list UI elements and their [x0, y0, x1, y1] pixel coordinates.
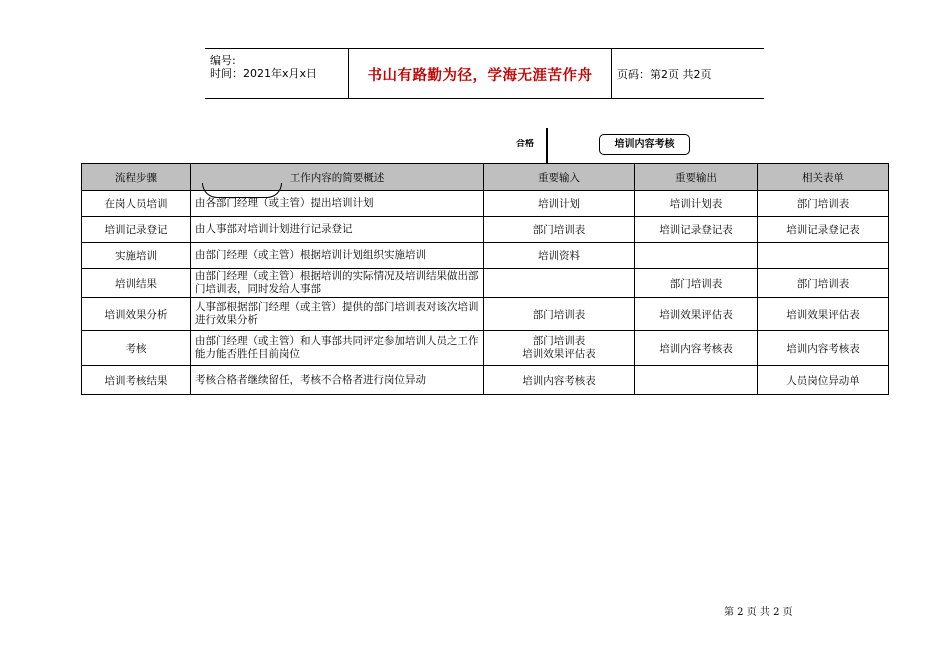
- cell-step: 培训记录登记: [82, 217, 191, 243]
- table-row: [82, 217, 889, 243]
- table-row: [82, 298, 889, 331]
- cell-output: [635, 366, 758, 395]
- cell-step: 实施培训: [82, 243, 191, 269]
- cell-step: 培训结果: [82, 269, 191, 298]
- cell-form: 培训内容考核表: [758, 331, 889, 366]
- cell-description: 由各部门经理（或主管）提出培训计划: [191, 191, 484, 217]
- assessment-flow-box: 培训内容考核: [599, 134, 690, 155]
- cell-output: 培训效果评估表: [635, 298, 758, 331]
- cell-form: 培训记录登记表: [758, 217, 889, 243]
- header-step: 流程步骤: [82, 164, 191, 191]
- cell-description: 由人事部对培训计划进行记录登记: [191, 217, 484, 243]
- cell-input: 部门培训表: [484, 217, 635, 243]
- cell-form: 部门培训表: [758, 191, 889, 217]
- header-description: 工作内容的简要概述: [191, 164, 484, 191]
- cell-input: [484, 269, 635, 298]
- motto-text: 书山有路勤为径，学海无涯苦作舟: [367, 68, 593, 84]
- cell-input: [484, 331, 635, 366]
- table-row: [82, 366, 889, 395]
- cell-output: 培训记录登记表: [635, 217, 758, 243]
- cell-step: 培训效果分析: [82, 298, 191, 331]
- cell-output: 培训计划表: [635, 191, 758, 217]
- header-output: 重要输出: [635, 164, 758, 191]
- header-motto-cell: [349, 49, 612, 98]
- header-form: 相关表单: [758, 164, 889, 191]
- cell-input-line: 培训效果评估表: [522, 348, 596, 360]
- cell-description: 由部门经理（或主管）和人事部共同评定参加培训人员之工作能力能否胜任目前岗位: [191, 331, 484, 366]
- cell-input-line: 部门培训表: [532, 335, 586, 347]
- table-row: [82, 331, 889, 366]
- accept-label: 合格: [516, 139, 535, 147]
- cell-input: 培训资料: [484, 243, 635, 269]
- table-row: [82, 269, 889, 298]
- flow-connector-line: [546, 128, 548, 163]
- header-page-cell: [612, 49, 764, 98]
- table-row: [82, 243, 889, 269]
- number-label: 编号:: [210, 54, 236, 67]
- cell-input: 培训计划: [484, 191, 635, 217]
- page-footer: 第 2 页 共 2 页: [724, 607, 793, 618]
- page-info: 页码：第2页 共2页: [617, 68, 712, 81]
- cell-input: 培训内容考核表: [484, 366, 635, 395]
- header-input: 重要输入: [484, 164, 635, 191]
- cell-form: 部门培训表: [758, 269, 889, 298]
- header-meta-cell: [205, 49, 349, 98]
- cell-description: 人事部根据部门经理（或主管）提供的部门培训表对该次培训进行效果分析: [191, 298, 484, 331]
- cell-form: [758, 243, 889, 269]
- cell-input: 部门培训表: [484, 298, 635, 331]
- cell-step: 考核: [82, 331, 191, 366]
- cell-step: 在岗人员培训: [82, 191, 191, 217]
- time-label: 时间：2021年x月x日: [210, 67, 318, 80]
- cell-description: 由部门经理（或主管）根据培训计划组织实施培训: [191, 243, 484, 269]
- cell-description: 考核合格者继续留任，考核不合格者进行岗位异动: [191, 366, 484, 395]
- process-table: [81, 163, 889, 395]
- cell-output: 培训内容考核表: [635, 331, 758, 366]
- document-header: [205, 48, 764, 99]
- cell-output: [635, 243, 758, 269]
- flow-oval-shape: [202, 183, 282, 198]
- cell-description: 由部门经理（或主管）根据培训的实际情况及培训结果做出部门培训表，同时发给人事部: [191, 269, 484, 298]
- cell-output: 部门培训表: [635, 269, 758, 298]
- table-row: [82, 191, 889, 217]
- cell-step: 培训考核结果: [82, 366, 191, 395]
- cell-form: 培训效果评估表: [758, 298, 889, 331]
- cell-form: 人员岗位异动单: [758, 366, 889, 395]
